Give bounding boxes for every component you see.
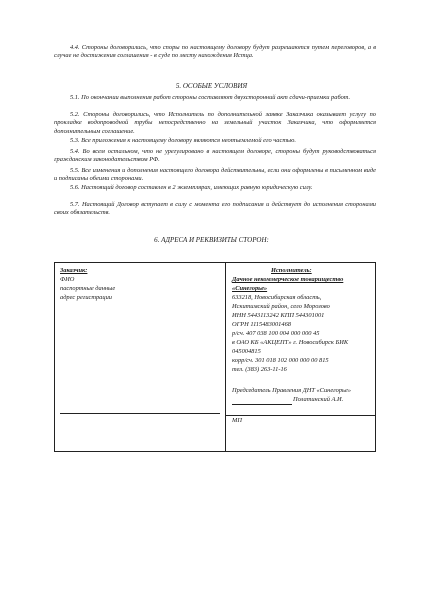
section-5-title: 5. ОСОБЫЕ УСЛОВИЯ <box>175 82 248 90</box>
customer-line-fio: ФИО <box>60 276 75 283</box>
clause-5-3: 5.3. Все приложения к настоящему договору являются неотъемлемой его частью. <box>70 137 296 144</box>
contractor-heading: Исполнитель: <box>271 267 312 274</box>
customer-line-address: адрес регистрации <box>60 294 112 301</box>
contractor-column <box>226 263 375 451</box>
contractor-line-address2: Искитимский район, село Морозово <box>232 303 330 310</box>
clause-5-1: 5.1. По окончании выполнения работ стороны составляют двухсторонний акт сдачи-приемки работ. <box>70 94 351 101</box>
contractor-line-bik: 045004815 <box>232 348 261 355</box>
contractor-line-account: р/сч. 407 038 100 004 000 000 45 <box>232 330 320 337</box>
chairman-line: Председатель Правления ДНТ «Синегорье» <box>232 387 351 394</box>
section-6-title: 6. АДРЕСА И РЕКВИЗИТЫ СТОРОН: <box>154 236 269 244</box>
contractor-line-phone: тел. (383) 263-11-16 <box>232 366 287 373</box>
contractor-line-inn: ИНН 5443113242 КПП 544301001 <box>232 312 325 319</box>
clause-5-2: 5.2. Стороны договорились, что Исполнитель по дополнительной заявке Заказчика оказывает услугу по прокладке водопроводной трубы непосредственно на земельный участок Заказчика, что оформляется дополнительным соглашение. <box>54 111 376 135</box>
customer-column <box>55 263 226 451</box>
customer-heading: Заказчик: <box>60 267 88 274</box>
clause-5-4: 5.4. Во всем остальном, что не урегулировано в настоящем договоре, стороны будут руководствоваться гражданским законодательством РФ. <box>54 148 376 164</box>
contractor-line-corr-account: корр/сч. 301 018 102 000 000 00 815 <box>232 357 329 364</box>
stamp-divider <box>226 415 375 416</box>
customer-line-passport: паспортные данные <box>60 285 116 292</box>
clause-5-6: 5.6. Настоящий договор составлен в 2 экземплярах, имеющих равную юридическую силу. <box>70 184 313 191</box>
contractor-line-address1: 633218, Новосибирская область, <box>232 294 322 301</box>
customer-signature-line <box>60 413 220 414</box>
clause-5-5: 5.5. Все изменения и дополнения настоящего договора действительны, если они оформлены в письменном виде и подписаны обеими сторонами. <box>54 167 376 183</box>
parties-details-table <box>54 262 376 452</box>
clause-5-7: 5.7. Настоящий Договор вступает в силу с момента его подписания и действует до исполнения сторонами своих обязательств. <box>54 201 376 217</box>
stamp-label: МП <box>232 417 242 424</box>
contractor-name-line2: «Синегорье» <box>232 285 268 292</box>
contractor-signature-line <box>232 404 292 405</box>
signatory-name: Полатинский А.И. <box>293 396 344 403</box>
contractor-line-ogrn: ОГРН 1115483001468 <box>232 321 291 328</box>
contractor-name-line1: Дачное некоммерческое товарищество <box>232 276 344 283</box>
contractor-line-bank: в ОАО КБ «АКЦЕПТ» г. Новосибирск БИК <box>232 339 349 346</box>
clause-4-4: 4.4. Стороны договорились, что споры по настоящему договору будут разрешаются путем переговоров, а в случае не достижения соглашения - в суде по месту нахождения Истца. <box>54 44 376 60</box>
